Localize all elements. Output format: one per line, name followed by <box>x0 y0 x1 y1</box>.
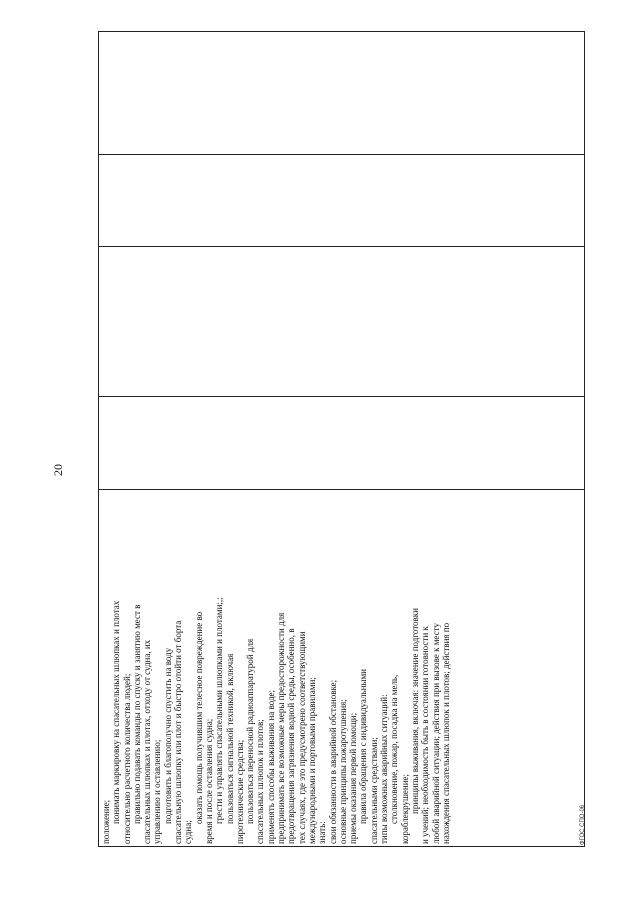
text-line: принципы выживания, включая: значение подготовки <box>409 608 420 814</box>
rotated-table-wrapper <box>98 37 585 847</box>
text-line: и учений; необходимость быть в состоянии готовности к <box>420 626 431 844</box>
text-line: приемы оказания первой помощи; <box>348 712 359 844</box>
text-line: правила обращения с индивидуальными <box>358 669 369 824</box>
text-line: типы возможных аварийных ситуаций: <box>379 694 390 844</box>
text-line: понимать маркировку на спасательных шлюпках и плотах <box>111 600 122 824</box>
text-line: пиротехнические средства; <box>234 739 245 844</box>
text-line: применять способы выживания на воде; <box>265 689 276 844</box>
competence-table <box>98 31 585 847</box>
text-line: относительно расчетного количества людей; <box>121 673 132 844</box>
text-line: положение; <box>101 799 111 844</box>
text-line: основные принципы пожаротушения; <box>337 699 348 844</box>
text-line: правильно подавать команды по спуску и занятию мест в <box>131 604 142 824</box>
text-line: спасательных шлюпках и плотах, отходу от судна, их <box>142 639 153 844</box>
text-line: кораблекрушение; <box>399 773 410 844</box>
table-row <box>99 32 585 847</box>
text-line: нахождения спасательных шлюпок и плотов; действия по <box>440 622 451 844</box>
text-line: предотвращения загрязнения водной среды, особенно, в <box>286 628 297 844</box>
text-line: спасательных шлюпок и плотов; <box>255 719 266 844</box>
text-line: время и после оставления судна; <box>203 718 214 844</box>
text-line: управлению и оставлению; <box>152 739 163 844</box>
text-line: тех случаях, где это предусмотрено соответствующими <box>296 631 307 844</box>
text-line: оказать помощь получившим телесное повреждение во <box>193 611 204 824</box>
footer-code: ФГОС СПО-06 <box>580 804 586 845</box>
table-cell-empty <box>99 155 585 247</box>
text-line: грести и управлять спасательными шлюпками и плотами;,; <box>214 597 225 824</box>
text-line: спасательными средствами; <box>368 737 379 844</box>
text-line: судна; <box>183 820 194 844</box>
page-number: 20 <box>51 464 65 476</box>
text-line: любой аварийной ситуации; действия при вызове к месту <box>430 623 441 844</box>
text-line: свои обязанности в аварийной обстановке; <box>327 679 338 844</box>
text-line: подготовить и благополучно спустить на воду <box>162 647 173 824</box>
text-line: пользоваться сигнальной техникой, включая <box>224 653 235 824</box>
text-line: знать: <box>317 821 328 844</box>
table-cell-empty <box>99 397 585 490</box>
text-line: предпринимать все возможные меры предосторожности для <box>276 612 287 844</box>
table-cell-content <box>99 490 585 847</box>
text-line: международными и портовыми правилами; <box>306 677 317 844</box>
table-cell-empty <box>99 247 585 397</box>
text-line: пользоваться переносной радиоаппаратурой для <box>245 638 256 824</box>
table-cell-empty <box>99 32 585 155</box>
skills-text-block <box>99 490 584 846</box>
text-line: столкновение, пожар, посадка на мель, <box>389 674 400 824</box>
text-line: спасательную шлюпку или плот и быстро отойти от борта <box>173 620 184 844</box>
